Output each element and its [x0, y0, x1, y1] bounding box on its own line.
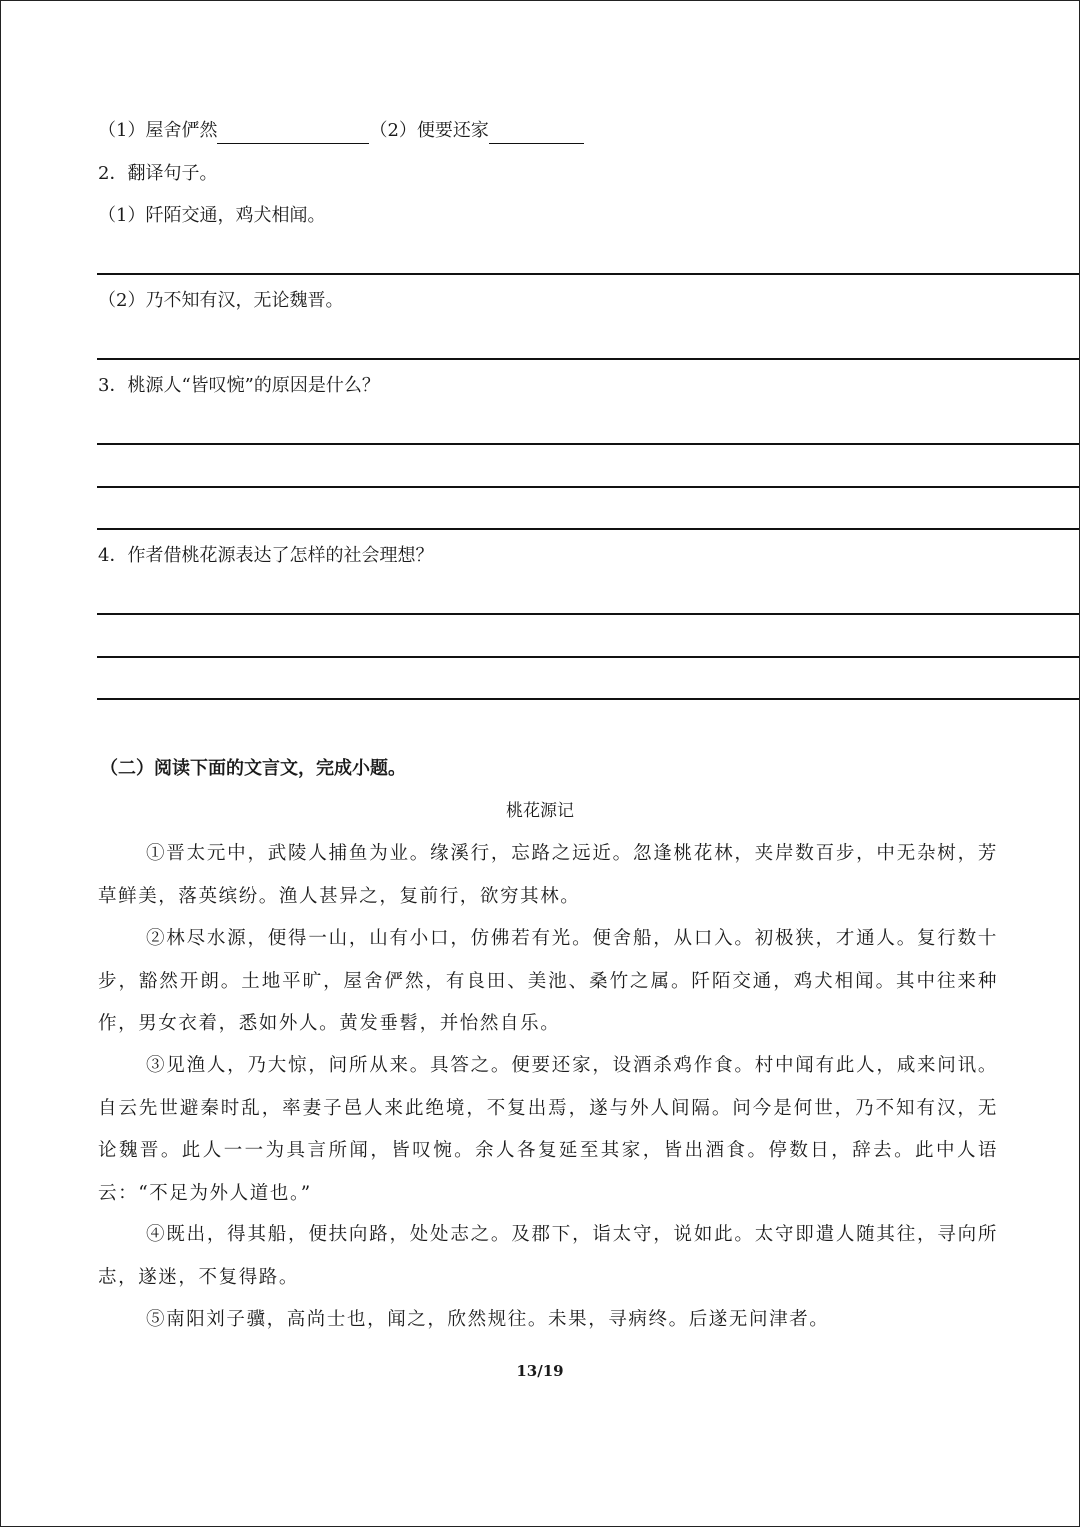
- q4-answer-line[interactable]: [97, 613, 1079, 615]
- q3-prompt: 3．桃源人“皆叹惋”的原因是什么？: [98, 375, 380, 396]
- q2-sub2-answer-line[interactable]: [97, 358, 1079, 360]
- passage-paragraph-2: ②林尽水源，便得一山，山有小口，仿佛若有光。便舍船，从口入。初极狭，才通人。复行数十步，豁然开朗。土地平旷，屋舍俨然，有良田、美池、桑竹之属。阡陌交通，鸡犬相闻。其中往来种作，男女衣着，悉如外人。黄发垂髫，并怡然自乐。: [98, 928, 998, 1034]
- q4-prompt: 4．作者借桃花源表达了怎样的社会理想？: [98, 545, 434, 566]
- passage-paragraph-1: ①晋太元中，武陵人捕鱼为业。缘溪行，忘路之远近。忽逢桃花林，夹岸数百步，中无杂树，芳草鲜美，落英缤纷。渔人甚异之，复前行，欲穷其林。: [98, 843, 998, 907]
- q3-answer-line[interactable]: [97, 486, 1079, 488]
- q1-item1-blank[interactable]: [217, 123, 369, 144]
- q3-answer-line[interactable]: [97, 443, 1079, 445]
- q1-item1-label: （1）屋舍俨然: [98, 120, 218, 141]
- q2-sub2: （2）乃不知有汉，无论魏晋。: [98, 290, 344, 311]
- passage-paragraph-4: ④既出，得其船，便扶向路，处处志之。及郡下，诣太守，说如此。太守即遣人随其往，寻向所志，遂迷，不复得路。: [98, 1224, 998, 1288]
- q4-answer-line[interactable]: [97, 698, 1079, 700]
- page-number: 13/19: [516, 1362, 564, 1380]
- q2-sub1: （1）阡陌交通，鸡犬相闻。: [98, 205, 326, 226]
- q3-answer-line[interactable]: [97, 528, 1079, 530]
- q2-prompt: 2．翻译句子。: [98, 163, 218, 184]
- q1-item2-label: （2）便要还家: [369, 120, 489, 141]
- section2-heading: （二）阅读下面的文言文，完成小题。: [100, 758, 406, 779]
- q2-sub1-answer-line[interactable]: [97, 273, 1079, 275]
- passage-title: 桃花源记: [506, 801, 574, 821]
- passage-paragraph-3: ③见渔人，乃大惊，问所从来。具答之。便要还家，设酒杀鸡作食。村中闻有此人，咸来问讯。自云先世避秦时乱，率妻子邑人来此绝境，不复出焉，遂与外人间隔。问今是何世，乃不知有汉，无论魏晋。此人一一为具言所闻，皆叹惋。余人各复延至其家，皆出酒食。停数日，辞去。此中人语云：“不足为外人道也。”: [98, 1055, 998, 1204]
- passage-paragraph-5: ⑤南阳刘子骥，高尚士也，闻之，欣然规往。未果，寻病终。后遂无问津者。: [146, 1309, 830, 1330]
- q1-fill-line: [98, 118, 584, 144]
- q4-answer-line[interactable]: [97, 656, 1079, 658]
- q1-item2-blank[interactable]: [489, 123, 584, 144]
